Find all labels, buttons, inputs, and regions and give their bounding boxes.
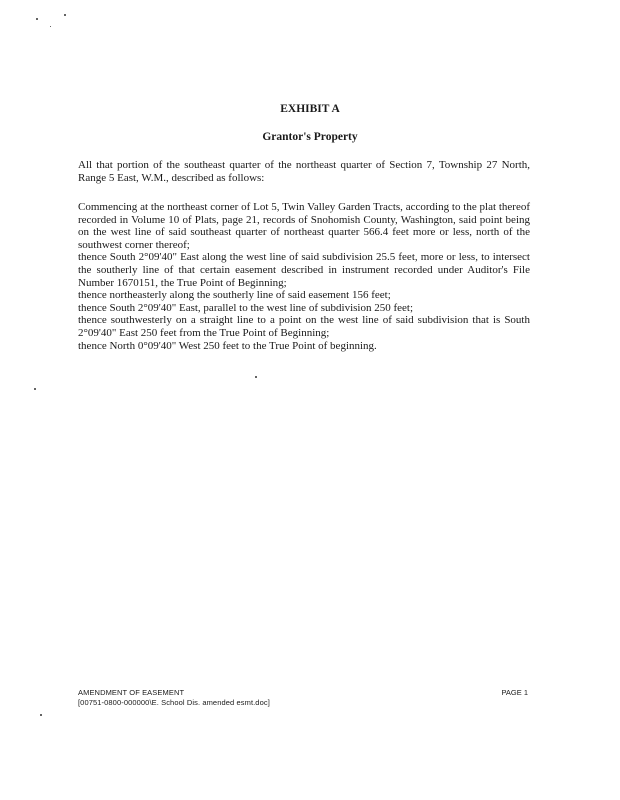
scan-speck	[64, 14, 66, 16]
scan-speck	[50, 26, 51, 27]
legal-line: thence South 2°09'40" East along the west line of said subdivision 25.5 feet, more or less, to intersect the southerly line of that certain easement described in instrument recorded under Auditor's File Number 1670151, the True Point of Beginning;	[78, 251, 530, 289]
legal-line: thence northeasterly along the southerly line of said easement 156 feet;	[78, 289, 391, 302]
footer-left	[78, 688, 270, 708]
legal-description	[78, 201, 530, 352]
scan-speck	[40, 714, 42, 716]
scan-speck	[34, 388, 36, 390]
scan-speck	[255, 376, 257, 378]
legal-line: Commencing at the northeast corner of Lot 5, Twin Valley Garden Tracts, according to the plat thereof recorded in Volume 10 of Plats, page 21, records of Snohomish County, Washington, said point being on the west line of said southeast quarter of northeast quarter 566.4 feet more or less, north of the southwest corner thereof;	[78, 201, 530, 251]
intro-paragraph: All that portion of the southeast quarter of the northeast quarter of Section 7, Township 27 North, Range 5 East, W.M., described as follows:	[78, 159, 530, 184]
legal-line: thence southwesterly on a straight line to a point on the west line of said subdivision that is South 2°09'40" East 250 feet from the True Point of Beginning;	[78, 314, 530, 339]
footer-file-path: [00751-0800-000000\E. School Dis. amended esmt.doc]	[78, 698, 270, 707]
document-subtitle: Grantor's Property	[262, 131, 358, 143]
footer-page-number: PAGE 1	[501, 688, 528, 697]
scan-speck	[36, 18, 38, 20]
legal-line: thence North 0°09'40" West 250 feet to the True Point of beginning.	[78, 339, 377, 352]
footer-document-name: AMENDMENT OF EASEMENT	[78, 688, 185, 697]
exhibit-title: EXHIBIT A	[280, 103, 340, 115]
legal-line: thence South 2°09'40" East, parallel to the west line of subdivision 250 feet;	[78, 301, 414, 314]
